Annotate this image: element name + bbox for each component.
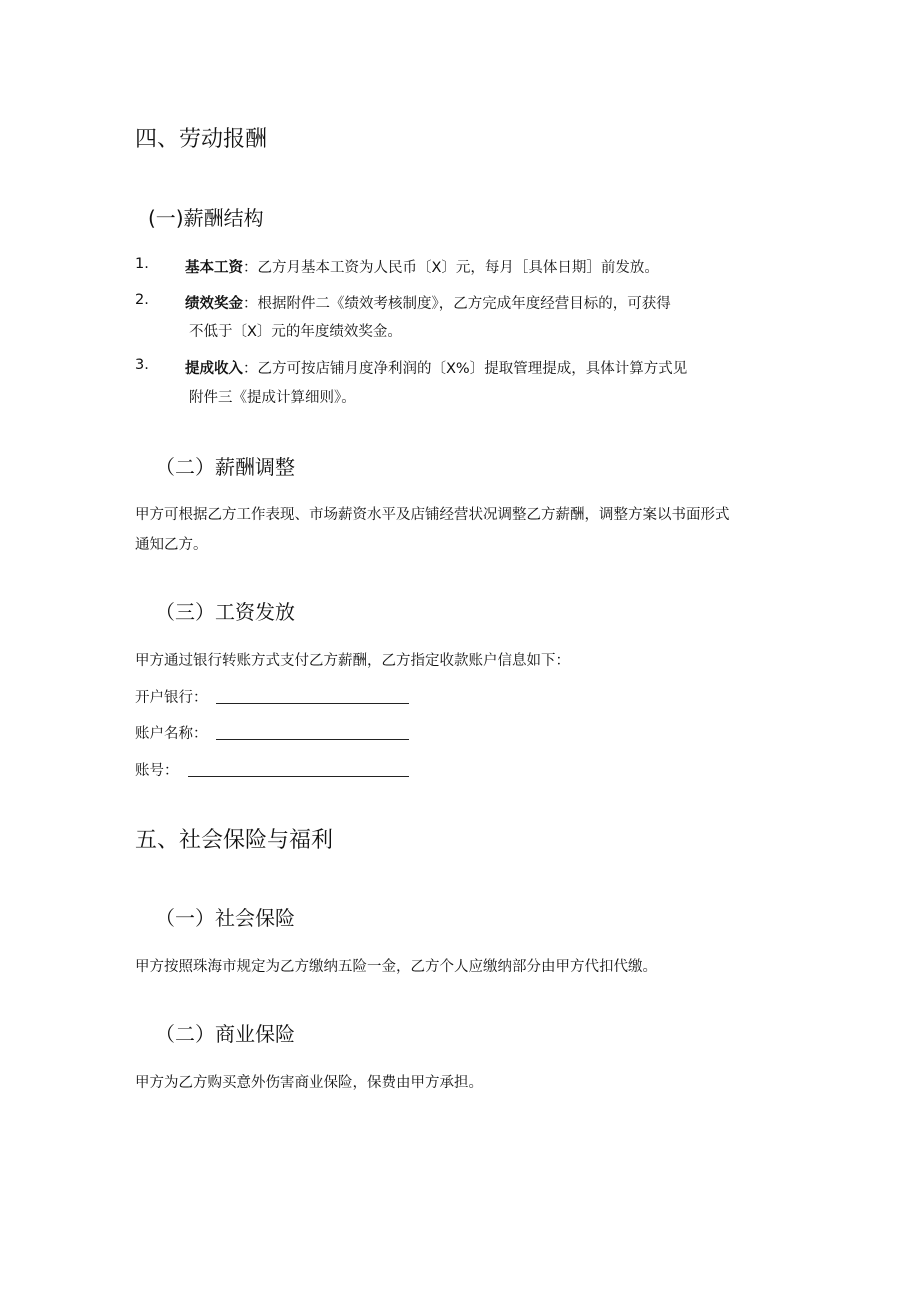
wage-payment-paragraph: 甲方通过银行转账方式支付乙方薪酬，乙方指定收款账户信息如下： (135, 653, 570, 669)
item-2-line (185, 292, 671, 313)
salary-adjustment-paragraph-line2: 通知乙方。 (135, 537, 208, 553)
bank-name-label: 开户银行： (135, 690, 208, 706)
item-3-continuation: 附件三《提成计算细则》。 (189, 390, 356, 406)
social-insurance-paragraph: 甲方按照珠海市规定为乙方缴纳五险一金，乙方个人应缴纳部分由甲方代扣代缴。 (135, 959, 657, 975)
account-number-blank[interactable] (188, 776, 409, 777)
bank-name-blank[interactable] (216, 703, 409, 704)
item-3-number: 3. (135, 357, 149, 373)
item-1-label: 基本工资 (185, 260, 243, 276)
item-3-line (185, 357, 687, 378)
item-1-text: ：乙方月基本工资为人民币〔X〕元，每月［具体日期］前发放。 (243, 260, 659, 276)
subsection-salary-adjustment-heading: （二）薪酬调整 (155, 455, 295, 479)
item-2-label: 绩效奖金 (185, 296, 243, 312)
item-2-continuation: 不低于〔X〕元的年度绩效奖金。 (189, 324, 402, 340)
subsection-wage-payment-heading: （三）工资发放 (155, 600, 295, 624)
subsection-commercial-insurance-heading: （二）商业保险 (155, 1022, 295, 1046)
account-name-label: 账户名称： (135, 726, 208, 742)
section-5-heading: 五、社会保险与福利 (135, 828, 334, 853)
item-1-line (185, 256, 659, 277)
subsection-social-insurance-heading: （一）社会保险 (155, 906, 295, 930)
item-2-text: ：根据附件二《绩效考核制度》，乙方完成年度经营目标的，可获得 (243, 296, 671, 312)
commercial-insurance-paragraph: 甲方为乙方购买意外伤害商业保险，保费由甲方承担。 (135, 1075, 483, 1091)
item-2-number: 2. (135, 292, 149, 308)
subsection-salary-structure-heading: (一)薪酬结构 (148, 206, 264, 230)
salary-adjustment-paragraph-line1: 甲方可根据乙方工作表现、市场薪资水平及店铺经营状况调整乙方薪酬，调整方案以书面形式 (135, 507, 730, 523)
section-4-heading: 四、劳动报酬 (135, 127, 268, 152)
item-1-number: 1. (135, 256, 149, 272)
account-number-label: 账号： (135, 763, 179, 779)
item-3-text: ：乙方可按店铺月度净利润的〔X%〕提取管理提成，具体计算方式见 (243, 361, 688, 377)
item-3-label: 提成收入 (185, 361, 243, 377)
account-name-blank[interactable] (216, 739, 409, 740)
